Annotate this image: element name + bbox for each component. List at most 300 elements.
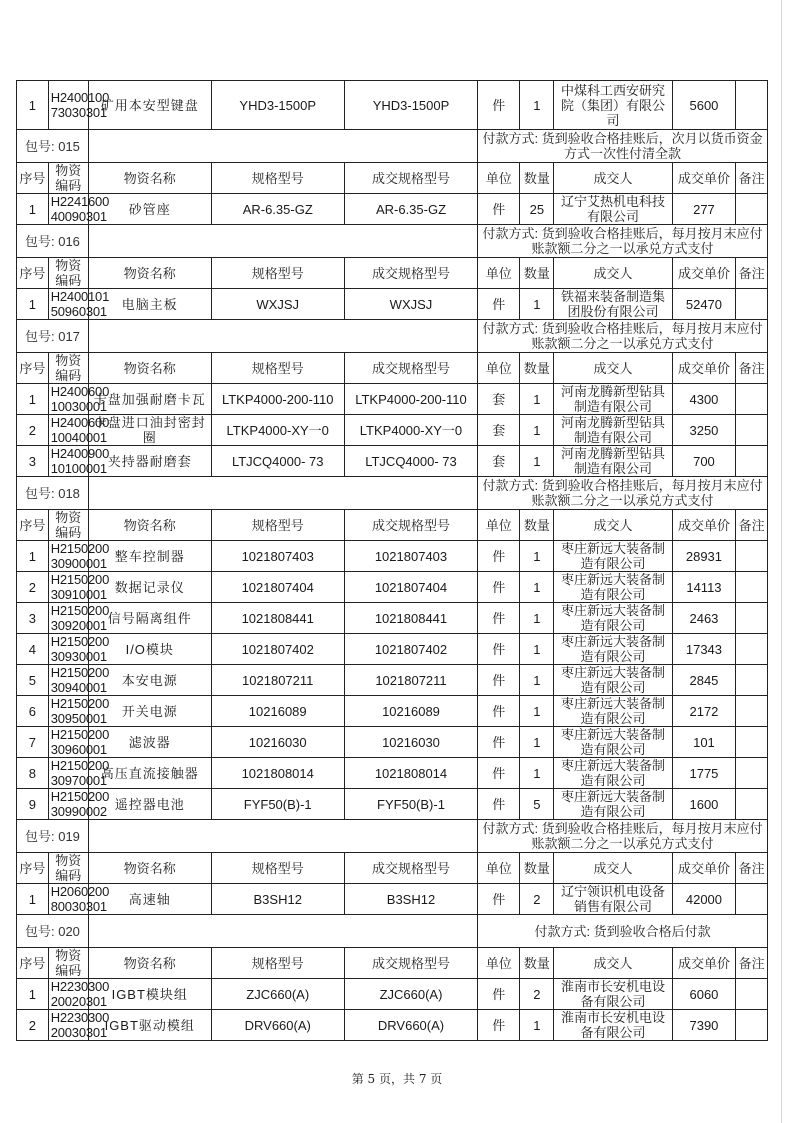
cell-deal-spec: 1021807404 bbox=[344, 572, 477, 603]
cell-note bbox=[736, 884, 768, 915]
payment-terms: 付款方式: 货到验收合格挂账后，每月按月末应付账款额二分之一以承兑方式支付 bbox=[478, 225, 768, 258]
cell-material-code bbox=[48, 758, 110, 789]
cell-price: 4300 bbox=[672, 384, 735, 415]
cell-material-name: 卡盘进口油封密封圈 bbox=[88, 415, 211, 446]
header-qty: 数量 bbox=[520, 258, 554, 289]
cell-price: 3250 bbox=[672, 415, 735, 446]
column-header-row bbox=[17, 853, 768, 884]
cell-spec: 1021807402 bbox=[211, 634, 344, 665]
cell-note bbox=[736, 789, 768, 820]
header-material-code: 物资编码 bbox=[48, 353, 88, 384]
code-line-2: 20030301 bbox=[50, 1025, 107, 1040]
table-row bbox=[17, 415, 768, 446]
cell-material-code bbox=[48, 603, 110, 634]
cell-vendor: 枣庄新远大装备制造有限公司 bbox=[554, 572, 672, 603]
cell-deal-spec: ZJC660(A) bbox=[344, 979, 477, 1010]
header-seq: 序号 bbox=[17, 510, 49, 541]
cell-price: 1600 bbox=[672, 789, 735, 820]
cell-spec: WXJSJ bbox=[211, 289, 344, 320]
code-line-2: 30920001 bbox=[50, 618, 107, 633]
header-note: 备注 bbox=[736, 853, 768, 884]
code-line-2: 30970001 bbox=[50, 773, 107, 788]
table-row bbox=[17, 81, 768, 130]
cell-spec: 1021808014 bbox=[211, 758, 344, 789]
table-row bbox=[17, 696, 768, 727]
table-row bbox=[17, 446, 768, 477]
header-qty: 数量 bbox=[520, 163, 554, 194]
cell-price: 277 bbox=[672, 194, 735, 225]
cell-vendor: 铁福来装备制造集团股份有限公司 bbox=[554, 289, 672, 320]
header-unit: 单位 bbox=[478, 948, 520, 979]
cell-material-code bbox=[48, 446, 110, 477]
cell-material-name: 滤波器 bbox=[88, 727, 211, 758]
header-seq: 序号 bbox=[17, 163, 49, 194]
cell-vendor: 枣庄新远大装备制造有限公司 bbox=[554, 727, 672, 758]
code-line-2: 30910001 bbox=[50, 587, 107, 602]
header-deal-spec: 成交规格型号 bbox=[344, 258, 477, 289]
cell-seq: 1 bbox=[17, 289, 49, 320]
cell-note bbox=[736, 979, 768, 1010]
cell-seq: 3 bbox=[17, 603, 49, 634]
package-blank bbox=[88, 320, 477, 353]
header-qty: 数量 bbox=[520, 510, 554, 541]
code-line-1: H2150200 bbox=[50, 603, 110, 618]
cell-vendor: 辽宁艾热机电科技有限公司 bbox=[554, 194, 672, 225]
cell-vendor: 枣庄新远大装备制造有限公司 bbox=[554, 789, 672, 820]
cell-seq: 1 bbox=[17, 81, 49, 130]
header-note: 备注 bbox=[736, 163, 768, 194]
code-line-1: H2150200 bbox=[50, 789, 110, 804]
header-seq: 序号 bbox=[17, 258, 49, 289]
cell-deal-spec: AR-6.35-GZ bbox=[344, 194, 477, 225]
code-line-2: 30950001 bbox=[50, 711, 107, 726]
cell-seq: 9 bbox=[17, 789, 49, 820]
cell-unit: 件 bbox=[478, 758, 520, 789]
cell-deal-spec: 1021807403 bbox=[344, 541, 477, 572]
column-header-row bbox=[17, 163, 768, 194]
code-line-2: 10040001 bbox=[50, 430, 107, 445]
cell-deal-spec: 1021807211 bbox=[344, 665, 477, 696]
cell-seq: 1 bbox=[17, 384, 49, 415]
cell-material-code bbox=[48, 289, 110, 320]
code-line-1: H2150200 bbox=[50, 665, 110, 680]
code-line-1: H2230300 bbox=[50, 979, 110, 994]
header-spec: 规格型号 bbox=[211, 258, 344, 289]
header-unit: 单位 bbox=[478, 163, 520, 194]
code-line-1: H2400600 bbox=[50, 415, 110, 430]
cell-note bbox=[736, 696, 768, 727]
cell-vendor: 淮南市长安机电设备有限公司 bbox=[554, 979, 672, 1010]
cell-note bbox=[736, 727, 768, 758]
package-number: 包号: 019 bbox=[17, 820, 89, 853]
cell-unit: 件 bbox=[478, 727, 520, 758]
header-deal-spec: 成交规格型号 bbox=[344, 353, 477, 384]
header-spec: 规格型号 bbox=[211, 853, 344, 884]
cell-qty: 1 bbox=[520, 634, 554, 665]
code-line-1: H2150200 bbox=[50, 541, 110, 556]
cell-material-code bbox=[48, 384, 110, 415]
package-blank bbox=[88, 915, 477, 948]
header-deal-spec: 成交规格型号 bbox=[344, 163, 477, 194]
header-material-code: 物资编码 bbox=[48, 948, 88, 979]
header-spec: 规格型号 bbox=[211, 163, 344, 194]
payment-terms: 付款方式: 货到验收合格挂账后，每月按月末应付账款额二分之一以承兑方式支付 bbox=[478, 477, 768, 510]
cell-material-code bbox=[48, 696, 110, 727]
code-line-2: 10030001 bbox=[50, 399, 107, 414]
cell-deal-spec: LTKP4000-200-110 bbox=[344, 384, 477, 415]
cell-note bbox=[736, 1010, 768, 1041]
cell-material-code bbox=[48, 727, 110, 758]
table-row bbox=[17, 727, 768, 758]
cell-qty: 1 bbox=[520, 727, 554, 758]
cell-unit: 套 bbox=[478, 415, 520, 446]
cell-material-code bbox=[48, 194, 110, 225]
cell-price: 42000 bbox=[672, 884, 735, 915]
cell-unit: 件 bbox=[478, 884, 520, 915]
cell-price: 5600 bbox=[672, 81, 735, 130]
code-line-1: H2150200 bbox=[50, 634, 110, 649]
package-blank bbox=[88, 477, 477, 510]
cell-seq: 6 bbox=[17, 696, 49, 727]
package-header-row bbox=[17, 320, 768, 353]
cell-vendor: 淮南市长安机电设备有限公司 bbox=[554, 1010, 672, 1041]
cell-spec: DRV660(A) bbox=[211, 1010, 344, 1041]
scan-page-edge bbox=[781, 0, 782, 1123]
header-note: 备注 bbox=[736, 948, 768, 979]
table-row bbox=[17, 603, 768, 634]
header-qty: 数量 bbox=[520, 948, 554, 979]
cell-material-name: 高速轴 bbox=[88, 884, 211, 915]
cell-unit: 件 bbox=[478, 696, 520, 727]
cell-unit: 件 bbox=[478, 789, 520, 820]
cell-material-code bbox=[48, 979, 110, 1010]
cell-material-name: 信号隔离组件 bbox=[88, 603, 211, 634]
cell-note bbox=[736, 446, 768, 477]
cell-unit: 件 bbox=[478, 665, 520, 696]
cell-qty: 1 bbox=[520, 572, 554, 603]
package-header-row bbox=[17, 130, 768, 163]
cell-seq: 1 bbox=[17, 541, 49, 572]
header-material-name: 物资名称 bbox=[88, 353, 211, 384]
code-line-2: 40090301 bbox=[50, 209, 107, 224]
cell-material-code bbox=[48, 665, 110, 696]
header-note: 备注 bbox=[736, 258, 768, 289]
cell-qty: 1 bbox=[520, 665, 554, 696]
cell-deal-spec: B3SH12 bbox=[344, 884, 477, 915]
cell-spec: AR-6.35-GZ bbox=[211, 194, 344, 225]
cell-unit: 件 bbox=[478, 194, 520, 225]
cell-qty: 1 bbox=[520, 289, 554, 320]
code-line-1: H2060200 bbox=[50, 884, 110, 899]
table-row bbox=[17, 1010, 768, 1041]
header-unit: 单位 bbox=[478, 353, 520, 384]
cell-vendor: 辽宁领识机电设备销售有限公司 bbox=[554, 884, 672, 915]
cell-unit: 件 bbox=[478, 603, 520, 634]
cell-seq: 1 bbox=[17, 884, 49, 915]
cell-seq: 5 bbox=[17, 665, 49, 696]
header-price: 成交单价 bbox=[672, 510, 735, 541]
cell-qty: 2 bbox=[520, 979, 554, 1010]
cell-vendor: 枣庄新远大装备制造有限公司 bbox=[554, 541, 672, 572]
cell-vendor: 枣庄新远大装备制造有限公司 bbox=[554, 696, 672, 727]
cell-material-name: 卡盘加强耐磨卡瓦 bbox=[88, 384, 211, 415]
package-number: 包号: 015 bbox=[17, 130, 89, 163]
column-header-row bbox=[17, 258, 768, 289]
cell-spec: YHD3-1500P bbox=[211, 81, 344, 130]
header-spec: 规格型号 bbox=[211, 353, 344, 384]
page-footer: 第 5 页，共 7 页 bbox=[351, 1072, 443, 1086]
cell-price: 28931 bbox=[672, 541, 735, 572]
payment-terms: 付款方式: 货到验收合格后付款 bbox=[478, 915, 768, 948]
table-row bbox=[17, 541, 768, 572]
header-note: 备注 bbox=[736, 510, 768, 541]
cell-note bbox=[736, 572, 768, 603]
column-header-row bbox=[17, 353, 768, 384]
cell-spec: ZJC660(A) bbox=[211, 979, 344, 1010]
cell-vendor: 河南龙腾新型钻具制造有限公司 bbox=[554, 446, 672, 477]
cell-vendor: 枣庄新远大装备制造有限公司 bbox=[554, 603, 672, 634]
header-spec: 规格型号 bbox=[211, 948, 344, 979]
cell-note bbox=[736, 541, 768, 572]
table-row bbox=[17, 572, 768, 603]
cell-price: 2172 bbox=[672, 696, 735, 727]
cell-seq: 2 bbox=[17, 572, 49, 603]
cell-price: 17343 bbox=[672, 634, 735, 665]
cell-vendor: 中煤科工西安研究院（集团）有限公司 bbox=[554, 81, 672, 130]
cell-qty: 25 bbox=[520, 194, 554, 225]
code-line-1: H2400100 bbox=[50, 90, 110, 105]
cell-price: 700 bbox=[672, 446, 735, 477]
cell-vendor: 枣庄新远大装备制造有限公司 bbox=[554, 634, 672, 665]
cell-unit: 套 bbox=[478, 384, 520, 415]
cell-deal-spec: YHD3-1500P bbox=[344, 81, 477, 130]
cell-material-name: 整车控制器 bbox=[88, 541, 211, 572]
cell-qty: 1 bbox=[520, 541, 554, 572]
header-price: 成交单价 bbox=[672, 353, 735, 384]
cell-unit: 件 bbox=[478, 979, 520, 1010]
cell-qty: 1 bbox=[520, 446, 554, 477]
cell-qty: 1 bbox=[520, 603, 554, 634]
cell-unit: 套 bbox=[478, 446, 520, 477]
column-header-row bbox=[17, 510, 768, 541]
cell-price: 7390 bbox=[672, 1010, 735, 1041]
package-number: 包号: 017 bbox=[17, 320, 89, 353]
header-deal-spec: 成交规格型号 bbox=[344, 853, 477, 884]
package-header-row bbox=[17, 477, 768, 510]
code-line-1: H2150200 bbox=[50, 727, 110, 742]
package-header-row bbox=[17, 915, 768, 948]
header-unit: 单位 bbox=[478, 510, 520, 541]
cell-qty: 1 bbox=[520, 81, 554, 130]
code-line-2: 73030301 bbox=[50, 105, 107, 120]
code-line-2: 30930001 bbox=[50, 649, 107, 664]
cell-deal-spec: LTKP4000-XY一0 bbox=[344, 415, 477, 446]
code-line-2: 20020301 bbox=[50, 994, 107, 1009]
code-line-2: 80030301 bbox=[50, 899, 107, 914]
cell-price: 6060 bbox=[672, 979, 735, 1010]
cell-deal-spec: 1021808441 bbox=[344, 603, 477, 634]
cell-qty: 2 bbox=[520, 884, 554, 915]
cell-unit: 件 bbox=[478, 289, 520, 320]
cell-price: 14113 bbox=[672, 572, 735, 603]
cell-material-code bbox=[48, 1010, 110, 1041]
header-material-name: 物资名称 bbox=[88, 510, 211, 541]
cell-vendor: 枣庄新远大装备制造有限公司 bbox=[554, 665, 672, 696]
header-seq: 序号 bbox=[17, 948, 49, 979]
cell-spec: 1021807404 bbox=[211, 572, 344, 603]
cell-qty: 1 bbox=[520, 415, 554, 446]
code-line-1: H2400101 bbox=[50, 289, 110, 304]
cell-material-name: 夹持器耐磨套 bbox=[88, 446, 211, 477]
cell-spec: 10216030 bbox=[211, 727, 344, 758]
payment-terms: 付款方式: 货到验收合格挂账后，每月按月末应付账款额二分之一以承兑方式支付 bbox=[478, 820, 768, 853]
cell-qty: 1 bbox=[520, 1010, 554, 1041]
cell-material-name: 矿用本安型键盘 bbox=[88, 81, 211, 130]
cell-material-name: IGBT模块组 bbox=[88, 979, 211, 1010]
cell-note bbox=[736, 415, 768, 446]
table-row bbox=[17, 979, 768, 1010]
payment-terms: 付款方式: 货到验收合格挂账后，每月按月末应付账款额二分之一以承兑方式支付 bbox=[478, 320, 768, 353]
code-line-2: 30990002 bbox=[50, 804, 107, 819]
cell-material-name: 数据记录仪 bbox=[88, 572, 211, 603]
cell-deal-spec: DRV660(A) bbox=[344, 1010, 477, 1041]
cell-spec: 1021808441 bbox=[211, 603, 344, 634]
cell-note bbox=[736, 665, 768, 696]
package-blank bbox=[88, 820, 477, 853]
cell-vendor: 河南龙腾新型钻具制造有限公司 bbox=[554, 384, 672, 415]
table-row bbox=[17, 884, 768, 915]
cell-deal-spec: FYF50(B)-1 bbox=[344, 789, 477, 820]
table-row bbox=[17, 384, 768, 415]
header-unit: 单位 bbox=[478, 853, 520, 884]
cell-material-name: 电脑主板 bbox=[88, 289, 211, 320]
package-header-row bbox=[17, 820, 768, 853]
header-material-code: 物资编码 bbox=[48, 163, 88, 194]
cell-seq: 4 bbox=[17, 634, 49, 665]
header-qty: 数量 bbox=[520, 353, 554, 384]
cell-deal-spec: LTJCQ4000- 73 bbox=[344, 446, 477, 477]
cell-unit: 件 bbox=[478, 634, 520, 665]
cell-qty: 5 bbox=[520, 789, 554, 820]
cell-price: 2463 bbox=[672, 603, 735, 634]
header-seq: 序号 bbox=[17, 353, 49, 384]
code-line-2: 50960301 bbox=[50, 304, 107, 319]
header-material-name: 物资名称 bbox=[88, 853, 211, 884]
code-line-2: 10100001 bbox=[50, 461, 107, 476]
cell-note bbox=[736, 758, 768, 789]
column-header-row bbox=[17, 948, 768, 979]
header-material-name: 物资名称 bbox=[88, 948, 211, 979]
table-row bbox=[17, 758, 768, 789]
cell-spec: B3SH12 bbox=[211, 884, 344, 915]
cell-note bbox=[736, 289, 768, 320]
header-material-code: 物资编码 bbox=[48, 258, 88, 289]
cell-unit: 件 bbox=[478, 572, 520, 603]
cell-material-code bbox=[48, 634, 110, 665]
package-blank bbox=[88, 225, 477, 258]
cell-unit: 件 bbox=[478, 81, 520, 130]
cell-deal-spec: 10216030 bbox=[344, 727, 477, 758]
cell-deal-spec: WXJSJ bbox=[344, 289, 477, 320]
cell-note bbox=[736, 634, 768, 665]
cell-seq: 3 bbox=[17, 446, 49, 477]
table-row bbox=[17, 194, 768, 225]
header-vendor: 成交人 bbox=[554, 258, 672, 289]
cell-material-name: IGBT驱动模组 bbox=[88, 1010, 211, 1041]
cell-seq: 2 bbox=[17, 1010, 49, 1041]
cell-price: 1775 bbox=[672, 758, 735, 789]
code-line-1: H2400900 bbox=[50, 446, 110, 461]
cell-material-name: 本安电源 bbox=[88, 665, 211, 696]
cell-deal-spec: 1021808014 bbox=[344, 758, 477, 789]
cell-unit: 件 bbox=[478, 541, 520, 572]
cell-note bbox=[736, 81, 768, 130]
header-vendor: 成交人 bbox=[554, 163, 672, 194]
header-note: 备注 bbox=[736, 353, 768, 384]
header-unit: 单位 bbox=[478, 258, 520, 289]
cell-spec: 10216089 bbox=[211, 696, 344, 727]
header-vendor: 成交人 bbox=[554, 853, 672, 884]
cell-spec: 1021807403 bbox=[211, 541, 344, 572]
cell-deal-spec: 1021807402 bbox=[344, 634, 477, 665]
code-line-2: 30960001 bbox=[50, 742, 107, 757]
table-row bbox=[17, 634, 768, 665]
header-vendor: 成交人 bbox=[554, 353, 672, 384]
code-line-1: H2241600 bbox=[50, 194, 110, 209]
header-price: 成交单价 bbox=[672, 853, 735, 884]
cell-price: 101 bbox=[672, 727, 735, 758]
code-line-1: H2400600 bbox=[50, 384, 110, 399]
header-vendor: 成交人 bbox=[554, 510, 672, 541]
header-deal-spec: 成交规格型号 bbox=[344, 948, 477, 979]
cell-material-name: 开关电源 bbox=[88, 696, 211, 727]
cell-seq: 8 bbox=[17, 758, 49, 789]
table-row bbox=[17, 789, 768, 820]
cell-qty: 1 bbox=[520, 758, 554, 789]
cell-seq: 7 bbox=[17, 727, 49, 758]
header-deal-spec: 成交规格型号 bbox=[344, 510, 477, 541]
header-price: 成交单价 bbox=[672, 163, 735, 194]
cell-material-code bbox=[48, 789, 110, 820]
package-blank bbox=[88, 130, 477, 163]
package-number: 包号: 020 bbox=[17, 915, 89, 948]
cell-deal-spec: 10216089 bbox=[344, 696, 477, 727]
table-body bbox=[17, 81, 768, 1041]
cell-seq: 2 bbox=[17, 415, 49, 446]
header-price: 成交单价 bbox=[672, 258, 735, 289]
header-qty: 数量 bbox=[520, 853, 554, 884]
cell-seq: 1 bbox=[17, 979, 49, 1010]
header-seq: 序号 bbox=[17, 853, 49, 884]
header-vendor: 成交人 bbox=[554, 948, 672, 979]
cell-spec: FYF50(B)-1 bbox=[211, 789, 344, 820]
cell-material-name: I/O模块 bbox=[88, 634, 211, 665]
cell-material-name: 遥控器电池 bbox=[88, 789, 211, 820]
cell-unit: 件 bbox=[478, 1010, 520, 1041]
cell-note bbox=[736, 603, 768, 634]
package-number: 包号: 018 bbox=[17, 477, 89, 510]
code-line-2: 30900001 bbox=[50, 556, 107, 571]
cell-material-name: 砂管座 bbox=[88, 194, 211, 225]
cell-material-code bbox=[48, 884, 110, 915]
cell-price: 2845 bbox=[672, 665, 735, 696]
cell-material-code bbox=[48, 541, 110, 572]
cell-qty: 1 bbox=[520, 384, 554, 415]
header-price: 成交单价 bbox=[672, 948, 735, 979]
cell-spec: LTJCQ4000- 73 bbox=[211, 446, 344, 477]
header-material-code: 物资编码 bbox=[48, 510, 88, 541]
header-material-code: 物资编码 bbox=[48, 853, 88, 884]
